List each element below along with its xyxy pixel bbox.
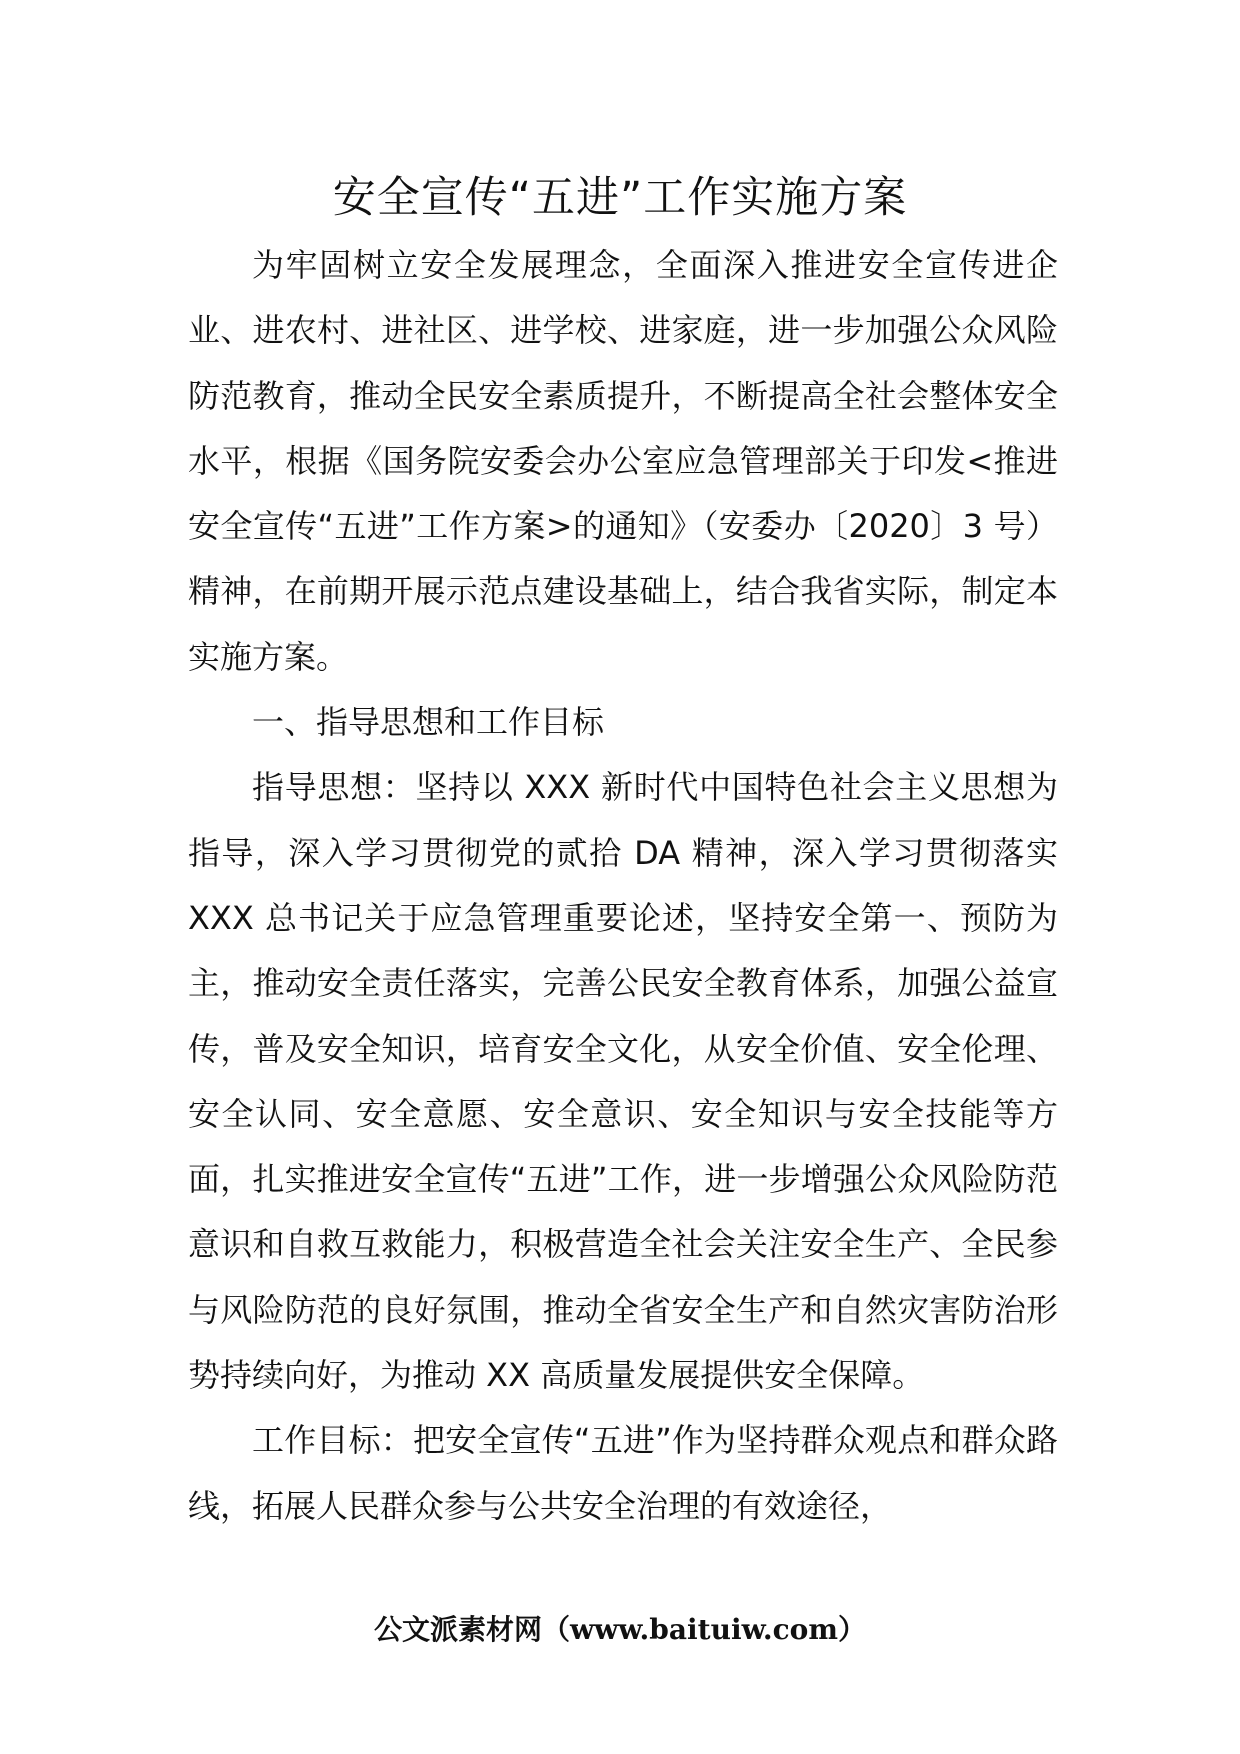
intro-paragraph: 为牢固树立安全发展理念，全面深入推进安全宣传进企业、进农村、进社区、进学校、进家庭，进一步加强公众风险防范教育，推动全民安全素质提升，不断提高全社会整体安全水平，根据《国务院安委会办公室应急管理部关于印发<推进安全宣传“五进”工作方案>的通知》（安委办〔2020〕3 号）精神，在前期开展示范点建设基础上，结合我省实际，制定本实施方案。	[188, 246, 1058, 676]
document-body	[188, 233, 1058, 1539]
document-title: 安全宣传“五进”工作实施方案	[332, 173, 908, 223]
guiding-ideology-paragraph: 指导思想：坚持以 XXX 新时代中国特色社会主义思想为指导，深入学习贯彻党的贰拾 DA 精神，深入学习贯彻落实 XXX 总书记关于应急管理重要论述，坚持安全第一、预防为主，推动安全责任落实，完善公民安全教育体系，加强公益宣传，普及安全知识，培育安全文化，从安全价值、安全伦理、安全认同、安全意愿、安全意识、安全知识与安全技能等方面，扎实推进安全宣传“五进”工作，进一步增强公众风险防范意识和自救互救能力，积极营造全社会关注安全生产、全民参与风险防范的良好氛围，推动全省安全生产和自然灾害防治形势持续向好，为推动 XX 高质量发展提供安全保障。	[188, 768, 1058, 1395]
section-heading: 一、指导思想和工作目标	[252, 703, 605, 742]
work-goal-paragraph: 工作目标：把安全宣传“五进”作为坚持群众观点和群众路线，拓展人民群众参与公共安全治理的有效途径，	[188, 1421, 1058, 1525]
footer-watermark	[0, 1610, 1240, 1650]
footer-site-name: 公文派素材网	[374, 1613, 543, 1646]
footer-site-url: （www.baituiw.com）	[542, 1613, 866, 1646]
